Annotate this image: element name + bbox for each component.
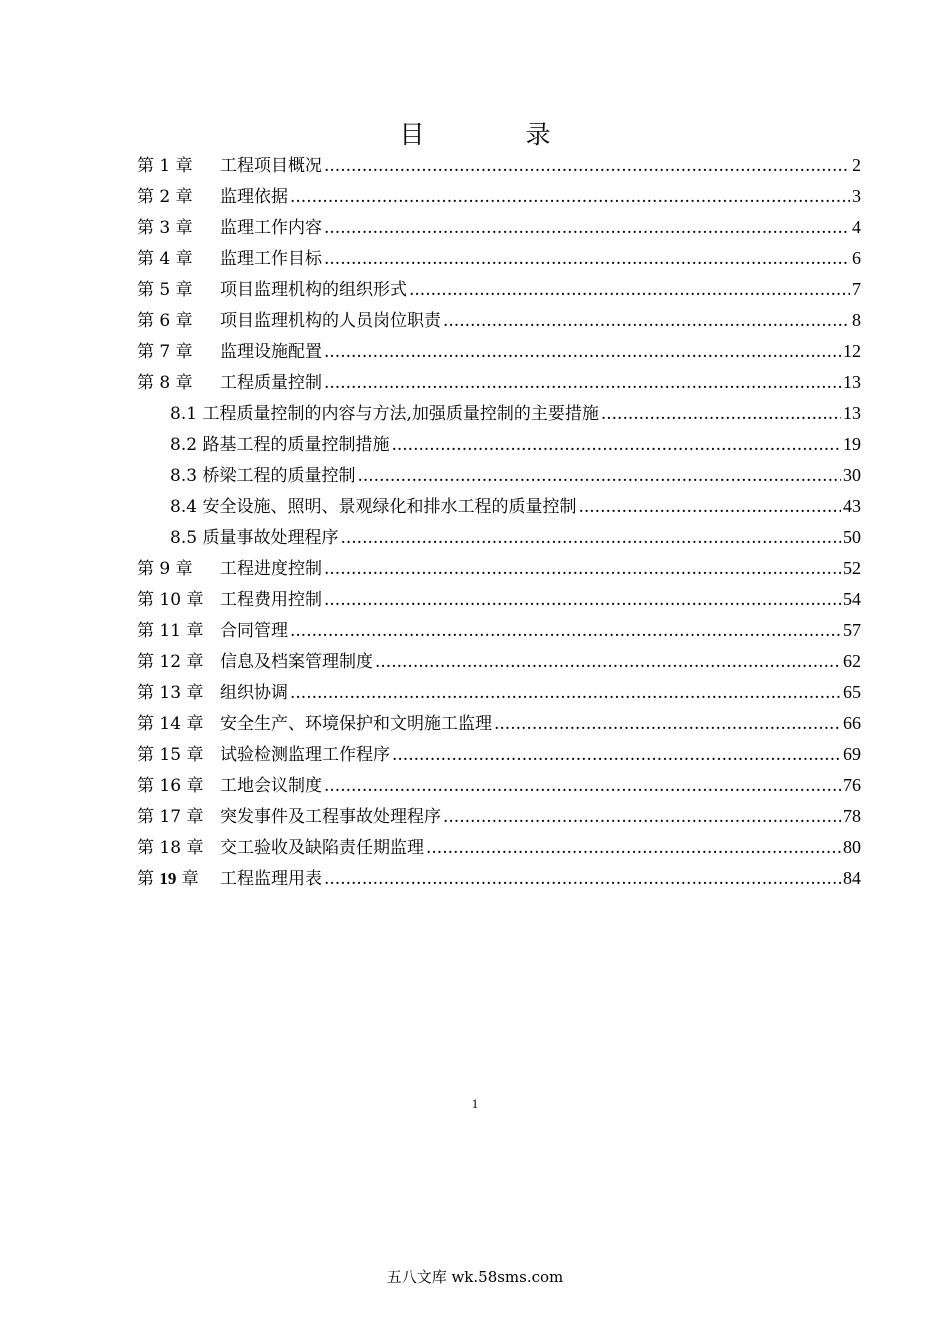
toc-page: 80 — [843, 837, 861, 857]
toc-leader — [443, 802, 841, 832]
toc-leader — [324, 213, 850, 243]
toc-leader — [324, 337, 841, 367]
toc-page: 30 — [843, 465, 861, 485]
toc-leader — [324, 368, 841, 398]
toc-page: 76 — [843, 775, 861, 795]
toc-entry[interactable] — [137, 553, 861, 584]
toc-leader — [290, 616, 841, 646]
toc-leader — [324, 771, 841, 801]
toc-page: 12 — [843, 341, 861, 361]
toc-entry[interactable] — [137, 677, 861, 708]
toc-entry[interactable] — [137, 770, 861, 801]
toc-chapter: 第 3 章 — [137, 218, 193, 238]
toc-page: 13 — [843, 372, 861, 392]
toc-subentry[interactable] — [137, 491, 861, 522]
toc-entry[interactable] — [137, 367, 861, 398]
toc-leader — [324, 554, 841, 584]
toc-page: 8 — [852, 310, 861, 330]
toc-title: 监理设施配置 — [220, 342, 322, 362]
toc-entry[interactable] — [137, 646, 861, 677]
toc-entry[interactable] — [137, 863, 861, 894]
toc-leader — [375, 647, 841, 677]
toc-page: 66 — [843, 713, 861, 733]
toc-chapter: 第 13 章 — [137, 683, 204, 703]
toc-leader — [601, 399, 841, 429]
toc-chapter: 第 9 章 — [137, 559, 193, 579]
toc-title: 信息及档案管理制度 — [220, 652, 373, 672]
toc-entry[interactable] — [137, 615, 861, 646]
toc-page: 43 — [843, 496, 861, 516]
toc-entry[interactable] — [137, 708, 861, 739]
toc-page: 54 — [843, 589, 861, 609]
toc-title: 工程监理用表 — [220, 869, 322, 889]
toc-page: 19 — [843, 434, 861, 454]
toc-leader — [324, 585, 841, 615]
toc-chapter-prefix: 第 — [137, 869, 160, 889]
toc-leader — [443, 306, 850, 336]
toc-leader — [290, 678, 841, 708]
toc-page: 6 — [852, 248, 861, 268]
toc-page: 62 — [843, 651, 861, 671]
toc-page: 84 — [843, 868, 861, 888]
toc-title: 监理工作目标 — [220, 249, 322, 269]
toc-page: 50 — [843, 527, 861, 547]
toc-leader — [357, 461, 841, 491]
toc-title: 工程项目概况 — [220, 156, 322, 176]
toc-entry[interactable] — [137, 243, 861, 274]
toc-chapter: 第 15 章 — [137, 745, 204, 765]
toc-subentry[interactable] — [137, 398, 861, 429]
toc-title: 8.3 桥梁工程的质量控制 — [170, 466, 356, 486]
toc-title: 工程费用控制 — [220, 590, 322, 610]
toc-page: 3 — [852, 186, 861, 206]
toc-subentry[interactable] — [137, 460, 861, 491]
toc-entry[interactable] — [137, 336, 861, 367]
toc-chapter: 第 18 章 — [137, 838, 204, 858]
toc-chapter: 第 12 章 — [137, 652, 204, 672]
toc-leader — [324, 151, 850, 181]
toc-leader — [290, 182, 850, 212]
table-of-contents — [137, 150, 861, 894]
toc-title: 突发事件及工程事故处理程序 — [220, 807, 441, 827]
toc-chapter: 第 5 章 — [137, 280, 193, 300]
toc-title: 监理工作内容 — [220, 218, 322, 238]
toc-entry[interactable] — [137, 739, 861, 770]
toc-title: 组织协调 — [220, 683, 288, 703]
toc-page: 2 — [852, 155, 861, 175]
toc-title: 8.4 安全设施、照明、景观绿化和排水工程的质量控制 — [170, 497, 577, 517]
toc-title: 项目监理机构的人员岗位职责 — [220, 311, 441, 331]
toc-entry[interactable] — [137, 305, 861, 336]
toc-page: 13 — [843, 403, 861, 423]
toc-title: 试验检测监理工作程序 — [220, 745, 390, 765]
toc-chapter-suffix: 章 — [176, 869, 199, 889]
toc-entry[interactable] — [137, 212, 861, 243]
toc-title: 项目监理机构的组织形式 — [220, 280, 407, 300]
toc-title: 工程质量控制 — [220, 373, 322, 393]
toc-leader — [324, 864, 841, 894]
toc-page: 69 — [843, 744, 861, 764]
toc-entry[interactable] — [137, 584, 861, 615]
toc-title: 8.1 工程质量控制的内容与方法,加强质量控制的主要措施 — [170, 404, 599, 424]
toc-page: 7 — [852, 279, 861, 299]
toc-title: 交工验收及缺陷责任期监理 — [220, 838, 424, 858]
toc-title: 工地会议制度 — [220, 776, 322, 796]
toc-chapter: 第 10 章 — [137, 590, 204, 610]
toc-chapter-number: 19 — [159, 869, 177, 888]
toc-title: 8.2 路基工程的质量控制措施 — [170, 435, 390, 455]
toc-chapter: 第 4 章 — [137, 249, 193, 269]
toc-chapter: 第 8 章 — [137, 373, 193, 393]
toc-title: 工程进度控制 — [220, 559, 322, 579]
toc-leader — [494, 709, 841, 739]
toc-title: 8.5 质量事故处理程序 — [170, 528, 339, 548]
toc-subentry[interactable] — [137, 522, 861, 553]
toc-leader — [409, 275, 850, 305]
toc-page: 52 — [843, 558, 861, 578]
toc-entry[interactable] — [137, 801, 861, 832]
toc-title: 合同管理 — [220, 621, 288, 641]
toc-subentry[interactable] — [137, 429, 861, 460]
toc-chapter: 第 14 章 — [137, 714, 204, 734]
toc-leader — [324, 244, 850, 274]
toc-title: 监理依据 — [220, 187, 288, 207]
toc-chapter: 第 2 章 — [137, 187, 193, 207]
toc-title: 安全生产、环境保护和文明施工监理 — [220, 714, 492, 734]
toc-chapter — [137, 863, 220, 894]
toc-chapter: 第 7 章 — [137, 342, 193, 362]
toc-entry[interactable] — [137, 150, 861, 181]
toc-entry[interactable] — [137, 181, 861, 212]
toc-leader — [340, 523, 841, 553]
toc-page: 4 — [852, 217, 861, 237]
page-number: 1 — [471, 1096, 479, 1111]
page-title: 目 录 — [399, 120, 589, 149]
toc-chapter: 第 17 章 — [137, 807, 204, 827]
toc-leader — [578, 492, 841, 522]
toc-chapter: 第 11 章 — [137, 621, 204, 641]
toc-page: 65 — [843, 682, 861, 702]
toc-chapter: 第 6 章 — [137, 311, 193, 331]
toc-page: 57 — [843, 620, 861, 640]
toc-entry[interactable] — [137, 274, 861, 305]
toc-chapter: 第 1 章 — [137, 156, 193, 176]
toc-entry[interactable] — [137, 832, 861, 863]
toc-leader — [392, 740, 841, 770]
toc-leader — [426, 833, 841, 863]
toc-page: 78 — [843, 806, 861, 826]
footer-watermark: 五八文库 wk.58sms.com — [386, 1268, 564, 1286]
toc-leader — [391, 430, 841, 460]
toc-chapter: 第 16 章 — [137, 776, 204, 796]
